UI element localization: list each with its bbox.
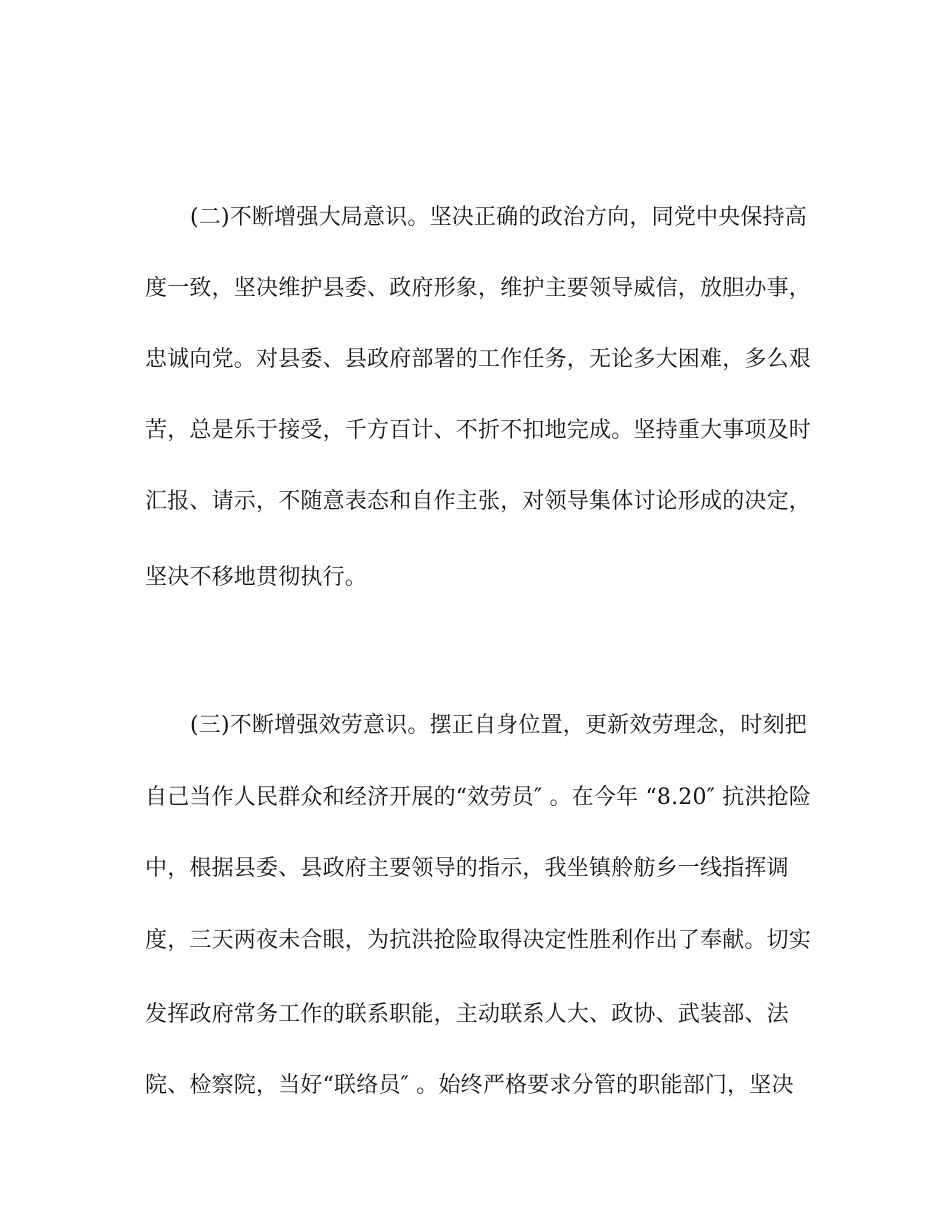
text-line: 发挥政府常务工作的联系职能，主动联系人大、政协、武装部、法 [145, 1002, 789, 1027]
text-line: 度，三天两夜未合眼，为抗洪抢险取得决定性胜利作出了奉献。切实 [145, 928, 812, 953]
text-line: 忠诚向党。对县委、县政府部署的工作任务，无论多大困难，多么艰 [145, 347, 812, 372]
text-line: 坚决不移地贯彻执行。 [145, 565, 368, 590]
text-line: (三)不断增强效劳意识。摆正自身位置，更新效劳理念，时刻把 [190, 713, 807, 738]
text-line: 中，根据县委、县政府主要领导的指示，我坐镇舲舫乡一线指挥调 [145, 856, 789, 881]
text-line: 度一致，坚决维护县委、政府形象，维护主要领导威信，放胆办事， [145, 276, 812, 301]
text-line: 自己当作人民群众和经济开展的“效劳员″ 。在今年 “8.20″ 抗洪抢险 [145, 785, 812, 810]
text-line: 汇报、请示，不随意表态和自作主张，对领导集体讨论形成的决定， [145, 489, 812, 514]
text-line: (二)不断增强大局意识。坚决正确的政治方向，同党中央保持高 [190, 205, 807, 230]
text-line: 苦，总是乐于接受，千方百计、不折不扣地完成。坚持重大事项及时 [145, 418, 812, 443]
text-line: 院、检察院，当好“联络员″ 。始终严格要求分管的职能部门，坚决 [145, 1073, 794, 1098]
